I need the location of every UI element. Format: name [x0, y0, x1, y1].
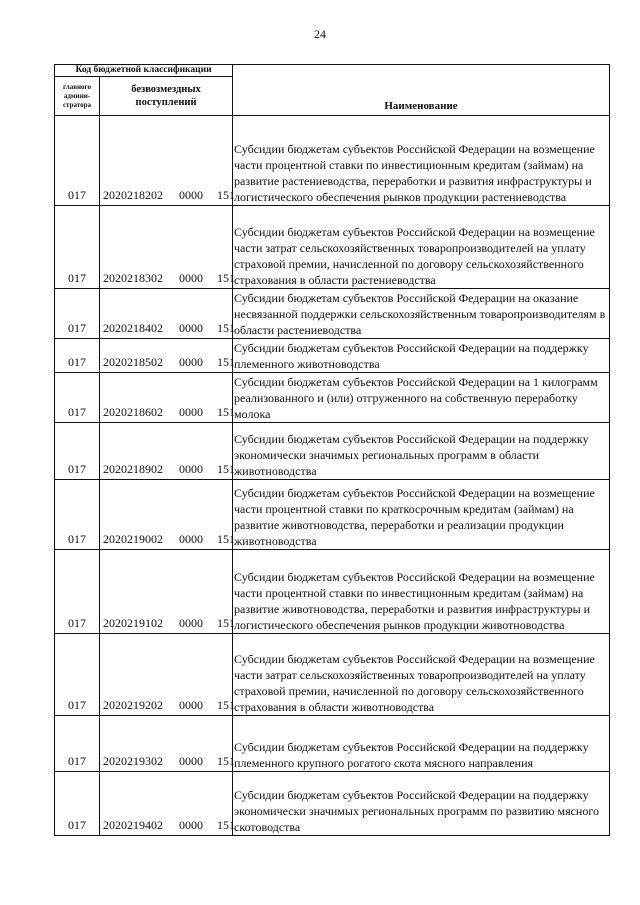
name-cell: Субсидии бюджетам субъектов Российской Федерации на поддержку экономически значимых региональных программ по развитию мясного скотоводства: [233, 772, 610, 836]
admin-column-header: главного админи-стратора: [55, 77, 100, 116]
revenue-code-main: 2020218602: [103, 405, 163, 419]
table-row: [55, 289, 610, 339]
admin-code-cell: 017: [55, 772, 100, 836]
name-cell: Субсидии бюджетам субъектов Российской Федерации на 1 килограмм реализованного и (или) отгруженного на собственную переработку молока: [233, 373, 610, 423]
revenue-code-kind: 151: [217, 754, 235, 768]
revenue-code-main: 2020219402: [103, 818, 163, 832]
name-cell: Субсидии бюджетам субъектов Российской Федерации на возмещение части затрат сельскохозяйственных товаропроизводителей на уплату страховой премии, начисленной по договору сельскохозяйственного страхования в области растениеводства: [233, 206, 610, 289]
table-row: [55, 550, 610, 634]
revenue-code-kind: 151: [217, 405, 235, 419]
table-row: [55, 772, 610, 836]
revenue-code-cell: [100, 423, 233, 480]
admin-code-cell: 017: [55, 339, 100, 373]
revenue-code-main: 2020218502: [103, 355, 163, 369]
table-row: [55, 373, 610, 423]
revenue-code-main: 2020219202: [103, 698, 163, 712]
admin-code-cell: 017: [55, 373, 100, 423]
name-cell: Субсидии бюджетам субъектов Российской Федерации на возмещение части процентной ставки по краткосрочным кредитам (займам) на развитие животноводства, переработки и реализации продукции животноводства: [233, 480, 610, 550]
revenue-code-cell: [100, 550, 233, 634]
table-body: [55, 116, 610, 836]
revenue-code-sub: 0000: [179, 462, 203, 476]
name-cell: Субсидии бюджетам субъектов Российской Федерации на поддержку племенного крупного рогатого скота мясного направления: [233, 716, 610, 772]
name-column-header: Наименование: [233, 65, 610, 116]
revenue-code-sub: 0000: [179, 818, 203, 832]
revenue-code-kind: 151: [217, 188, 235, 202]
revenue-code-cell: [100, 716, 233, 772]
revenue-code-main: 2020219302: [103, 754, 163, 768]
admin-code-cell: 017: [55, 423, 100, 480]
revenue-code-main: 2020218202: [103, 188, 163, 202]
name-cell: Субсидии бюджетам субъектов Российской Федерации на возмещение части затрат сельскохозяйственных товаропроизводителей на уплату страховой премии, начисленной по договору сельскохозяйственного страхования в области животноводства: [233, 634, 610, 716]
name-cell: Субсидии бюджетам субъектов Российской Федерации на возмещение части процентной ставки по инвестиционным кредитам (займам) на развитие растениеводства, переработки и развития инфраструктуры и логистического обеспечения рынков продукции растениеводства: [233, 116, 610, 206]
revenue-code-sub: 0000: [179, 754, 203, 768]
revenue-code-cell: [100, 116, 233, 206]
name-cell: Субсидии бюджетам субъектов Российской Федерации на поддержку экономически значимых региональных программ в области животноводства: [233, 423, 610, 480]
admin-code-cell: 017: [55, 116, 100, 206]
revenue-code-main: 2020219002: [103, 532, 163, 546]
revenue-code-main: 2020218302: [103, 271, 163, 285]
revenue-code-kind: 151: [217, 321, 235, 335]
revenue-code-sub: 0000: [179, 532, 203, 546]
revenue-code-kind: 151: [217, 271, 235, 285]
revenue-code-sub: 0000: [179, 405, 203, 419]
revenue-code-cell: [100, 339, 233, 373]
name-cell: Субсидии бюджетам субъектов Российской Федерации на оказание несвязанной поддержки сельскохозяйственным товаропроизводителям в области растениеводства: [233, 289, 610, 339]
admin-code-cell: 017: [55, 289, 100, 339]
revenue-code-sub: 0000: [179, 355, 203, 369]
revenue-code-kind: 151: [217, 616, 235, 630]
revenue-code-cell: [100, 634, 233, 716]
admin-code-cell: 017: [55, 480, 100, 550]
page-number: 24: [314, 27, 326, 41]
budget-classification-table: [54, 64, 610, 836]
revenue-code-kind: 151: [217, 355, 235, 369]
revenue-code-kind: 151: [217, 818, 235, 832]
revenue-code-sub: 0000: [179, 616, 203, 630]
table-row: [55, 206, 610, 289]
revenue-code-cell: [100, 480, 233, 550]
admin-code-cell: 017: [55, 550, 100, 634]
revenue-code-kind: 151: [217, 698, 235, 712]
revenue-code-main: 2020218402: [103, 321, 163, 335]
admin-code-cell: 017: [55, 716, 100, 772]
admin-code-cell: 017: [55, 634, 100, 716]
classification-header: Код бюджетной классификации: [55, 65, 233, 77]
revenues-column-header: безвозмездных поступлений: [100, 77, 233, 116]
revenue-code-sub: 0000: [179, 188, 203, 202]
revenue-code-sub: 0000: [179, 321, 203, 335]
revenue-code-cell: [100, 772, 233, 836]
revenue-code-cell: [100, 373, 233, 423]
revenue-code-sub: 0000: [179, 698, 203, 712]
table-row: [55, 716, 610, 772]
table-row: [55, 116, 610, 206]
table-row: [55, 423, 610, 480]
revenue-code-sub: 0000: [179, 271, 203, 285]
revenue-code-cell: [100, 206, 233, 289]
revenue-code-kind: 151: [217, 532, 235, 546]
revenue-code-cell: [100, 289, 233, 339]
revenue-code-kind: 151: [217, 462, 235, 476]
name-cell: Субсидии бюджетам субъектов Российской Федерации на возмещение части процентной ставки по инвестиционным кредитам (займам) на развитие животноводства, переработки и развития инфраструктуры и логистического обеспечения рынков продукции животноводства: [233, 550, 610, 634]
admin-code-cell: 017: [55, 206, 100, 289]
revenue-code-main: 2020218902: [103, 462, 163, 476]
revenue-code-main: 2020219102: [103, 616, 163, 630]
name-cell: Субсидии бюджетам субъектов Российской Федерации на поддержку племенного животноводства: [233, 339, 610, 373]
table-row: [55, 480, 610, 550]
table-row: [55, 634, 610, 716]
table-row: [55, 339, 610, 373]
